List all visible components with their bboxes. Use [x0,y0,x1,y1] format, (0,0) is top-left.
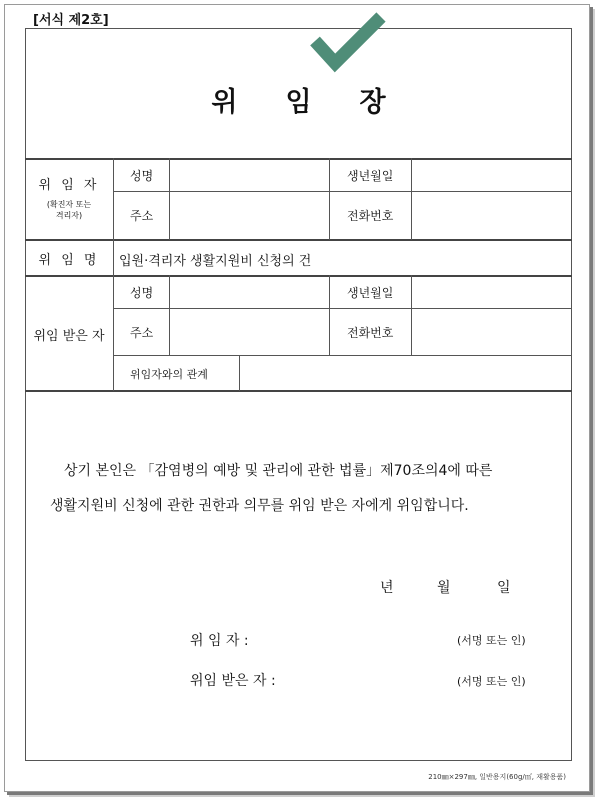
delegator-sublabel: (확진자 또는 격리자) [46,200,92,220]
column-divider [113,275,114,391]
delegate-relation-label: 위임자와의 관계 [130,368,208,381]
column-divider [329,158,330,240]
statement-line-2: 생활지원비 신청에 관한 권한과 의무를 위임 받은 자에게 위임합니다. [50,498,469,514]
page-title: 위임장 [211,87,434,118]
date-year-label: 년 [380,580,394,596]
row-divider [113,355,572,356]
form-number: [서식 제2호] [33,13,109,28]
delegate-address-label: 주소 [130,326,154,340]
delegator-phone-label: 전화번호 [347,209,394,223]
section-divider [25,275,572,277]
delegate-birth-label: 생년월일 [347,286,394,300]
row-divider [113,308,572,309]
delegate-phone-label: 전화번호 [347,326,394,340]
delegator-signature-label: 위 임 자 : [190,633,249,649]
column-divider [411,158,412,240]
statement-line-1: 상기 본인은 「감염병의 예방 및 관리에 관한 법률」제70조의4에 따른 [64,463,493,479]
column-divider [329,275,330,356]
checkmark-icon [309,11,387,75]
date-month-label: 월 [437,580,451,596]
section-divider [25,390,572,392]
delegate-signature-note: (서명 또는 인) [457,675,526,688]
delegator-label: 위 임 자 [38,178,100,193]
date-day-label: 일 [497,580,511,596]
section-divider [25,239,572,241]
delegator-address-label: 주소 [130,209,154,223]
delegation-name-value: 입원·격리자 생활지원비 신청의 건 [119,254,312,269]
delegate-signature-label: 위임 받은 자 : [190,673,276,689]
form-border [25,28,572,761]
column-divider [411,275,412,356]
delegate-label: 위임 받은 자 [33,329,105,344]
delegate-name-label: 성명 [130,286,154,300]
column-divider [113,158,114,240]
column-divider [113,239,114,276]
delegator-signature-note: (서명 또는 인) [457,634,526,647]
section-divider [25,158,572,160]
column-divider [169,158,170,240]
column-divider [239,355,240,391]
delegation-name-label: 위 임 명 [38,253,100,268]
row-divider [113,191,572,192]
delegator-name-label: 성명 [130,169,154,183]
column-divider [169,275,170,356]
delegator-birth-label: 생년월일 [347,169,394,183]
paper-spec-footer: 210㎜×297㎜, 일반용지(60g/㎡, 재활용품) [428,773,566,781]
